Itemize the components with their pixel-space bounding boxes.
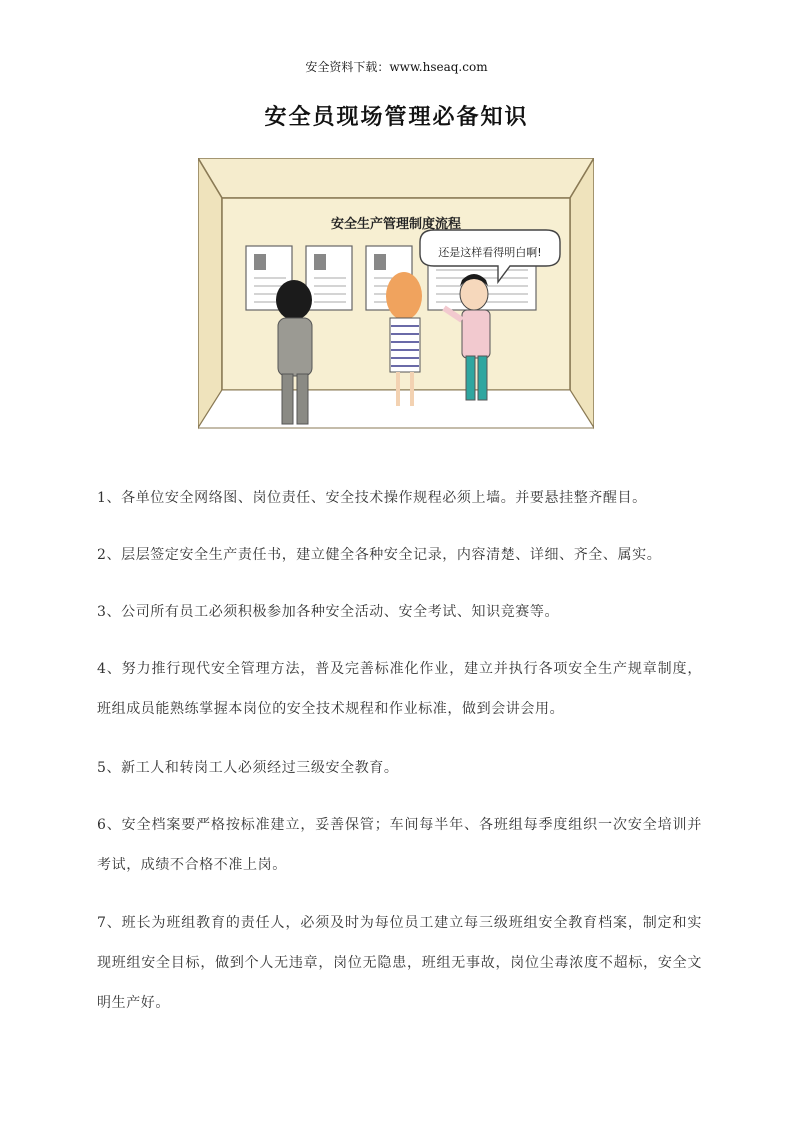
illustration-drawing — [198, 158, 594, 448]
board-title: 安全生产管理制度流程 — [330, 217, 461, 232]
list-item: 1、各单位安全网络图、岗位责任、安全技术操作规程必须上墙。并要悬挂整齐醒目。 — [97, 490, 647, 506]
list-item: 4、努力推行现代安全管理方法，普及完善标准化作业，建立并执行各项安全生产规章制度，班组成员能熟练掌握本岗位的安全技术规程和作业标准，做到会讲会用。 — [97, 661, 702, 717]
list-item: 5、新工人和转岗工人必须经过三级安全教育。 — [97, 760, 399, 776]
list-item: 6、安全档案要严格按标准建立，妥善保管；车间每半年、各班组每季度组织一次安全培训并考试，成绩不合格不准上岗。 — [97, 817, 702, 873]
page-header: 安全资料下载：www.hseaq.com — [305, 60, 488, 74]
list-item: 3、公司所有员工必须积极参加各种安全活动、安全考试、知识竞赛等。 — [97, 604, 560, 620]
speech-bubble-text: 还是这样看得明白啊! — [438, 246, 542, 259]
illustration — [198, 158, 594, 448]
list-item: 2、层层签定安全生产责任书，建立健全各种安全记录，内容清楚、详细、齐全、属实。 — [97, 547, 662, 563]
list-item: 7、班长为班组教育的责任人，必须及时为每位员工建立每三级班组安全教育档案，制定和实现班组安全目标，做到个人无违章，岗位无隐患，班组无事故，岗位尘毒浓度不超标，安全文明生产好。 — [97, 915, 702, 1011]
page-title: 安全员现场管理必备知识 — [264, 104, 529, 130]
